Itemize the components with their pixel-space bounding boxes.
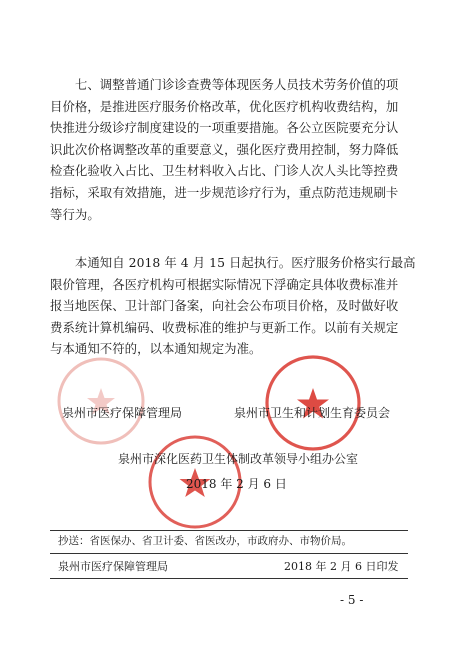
divider [50,530,408,531]
footer-print-date: 2018 年 2 月 6 日印发 [284,560,399,573]
official-seal-left [55,355,147,447]
paragraph-article-7 [50,74,420,225]
text-line: 报当地医保、卫计部门备案，向社会公布项目价格，及时做好收 [50,298,399,314]
text-line: 本通知自 2018 年 4 月 15 日起执行。医疗服务价格实行最高 [50,255,416,270]
cc-line: 抄送：省医保办、省卫计委、省医改办，市政府办、市物价局。 [58,535,352,547]
paragraph-effective-date [50,252,420,360]
text-line: 等行为。 [50,206,100,222]
text-line: 限价管理，各医疗机构可根据实际情况下浮确定具体收费标准并 [50,276,399,292]
signature-center: 泉州市深化医药卫生体制改革领导小组办公室 [118,452,359,466]
footer-issuer: 泉州市医疗保障管理局 [58,560,168,573]
text-line: 识此次价格调整改革的重要意义，强化医疗费用控制，努力降低 [50,141,399,157]
signature-date: 2018 年 2 月 6 日 [186,477,287,491]
page-number: - 5 - [340,593,364,607]
text-line: 快推进分级诊疗制度建设的一项重要措施。各公立医院要充分认 [50,120,399,136]
divider [50,578,408,579]
text-line: 与本通知不符的，以本通知规定为准。 [50,341,262,357]
signature-right: 泉州市卫生和计划生育委员会 [234,406,391,420]
text-line: 指标，采取有效措施，进一步规范诊疗行为，重点防范违规刷卡 [50,184,399,200]
divider [50,553,408,554]
text-line: 七、调整普通门诊诊查费等体现医务人员技术劳务价值的项 [50,77,399,92]
official-seal-right [262,352,364,454]
text-line: 检查化验收入占比、卫生材料收入占比、门诊人次人头比等控费 [50,163,399,179]
text-line: 目价格，是推进医疗服务价格改革，优化医疗机构收费结构，加 [50,98,399,114]
signature-left: 泉州市医疗保障管理局 [62,406,183,420]
text-line: 费系统计算机编码、收费标准的维护与更新工作。以前有关规定 [50,319,399,335]
